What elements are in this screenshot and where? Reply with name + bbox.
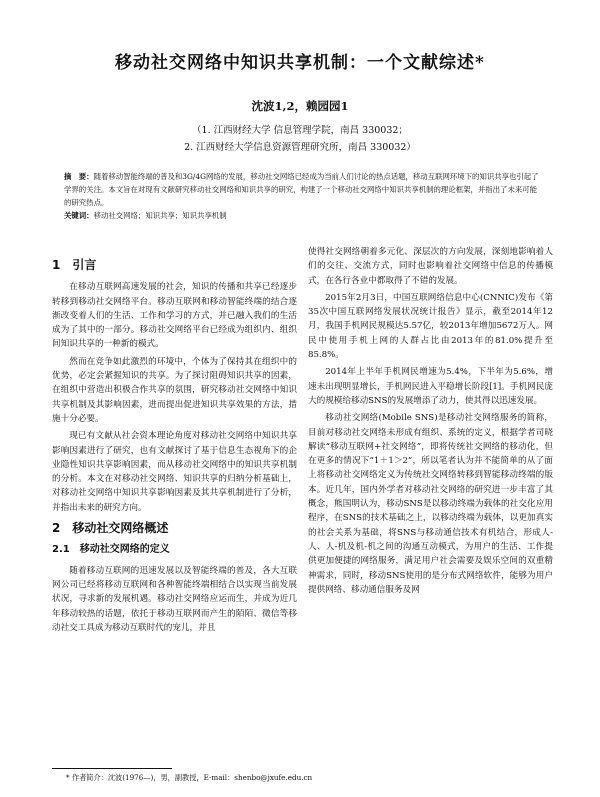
paragraph: 使得社交网络朝着多元化、深层次的方向发展，深刻地影响着人们的交往、交流方式，同时也影响着社交网络中信息的传播模式，在各行各业中都取得了不错的发展。 [308, 247, 553, 286]
right-column [308, 245, 553, 600]
left-column [52, 252, 297, 638]
paragraph: 在移动互联网高速发展的社会，知识的传播和共享已经逐步转移到移动社交网络平台。移动互联网和移动智能终端的结合逐渐改变着人们的生活、工作和学习的方式，并已融入我们的生活成为了其中的一部分。移动社交网络平台已经成为组织内、组织间知识共享的一种新的模式。 [52, 282, 297, 350]
keywords-label: 关键词： [64, 211, 94, 220]
section-heading-intro: 1 引言 [52, 258, 97, 272]
section-heading-overview: 2 移动社交网络概述 [52, 521, 169, 536]
paragraph: 2015年2月3日，中国互联网络信息中心(CNNIC)发布《第35次中国互联网络发展状况统计报告》显示，截至2014年12月，我国手机网民规模达5.57亿，较2013年增加5672万人。网民中使用手机上网的人群占比由2013年的81.0%提升至85.8%。 [308, 292, 553, 361]
abstract-text: 随着移动智能终端的普及和3G/4G网络的发展，移动社交网络已经成为当前人们讨论的热点话题，移动互联网环境下的知识共享也引起了学界的关注。本文旨在对现有文献研究移动社交网络和知识共享的研究，构建了一个移动社交网络中知识共享机制的理论框架，并指出了未来可能的研究热点。 [64, 172, 539, 207]
footnote: * 作者简介：沈波(1976—)，男，副教授，E-mail：shenbo@jxufe.edu.cn [66, 773, 313, 782]
paragraph: 随着移动互联网的迅速发展以及智能终端的普及，各大互联网公司已经将移动互联网和各种智能终端相结合以实现当前发展状况，寻求新的发展机遇。移动社交网络应运而生，并成为近几年移动较热的话题，依托于移动互联网而产生的陌陌、微信等移动社交工具成为移动互联时代的宠儿，并且 [52, 565, 297, 633]
subsection-heading-definition: 2.1 移动社交网络的定义 [52, 544, 170, 556]
paragraph: 现已有文献从社会资本理论角度对移动社交网络中知识共享影响因素进行了研究，也有文献探讨了基于信息生态视角下的企业隐性知识共享影响因素，而从移动社交网络中的知识共享机制的分析。本文在对移动社交网络、知识共享的归纳分析基础上，对移动社交网络中知识共享影响因素及其共享机制进行了分析，并指出未来的研究方向。 [52, 431, 297, 513]
paragraph: 移动社交网络(Mobile SNS)是移动社交网络服务的简称，目前对移动社交网络未形成有组织、系统的定义，根据学者司晓解读“移动互联网+社交网络”，即将传统社交网络的移动化，但在更多的情况下“1＋1＞2”，所以笔者认为并不能简单的从了面上将移动社交网络定义为传统社交网络转移到智能移动终端的版本。近几年，国内外学者对移动社交网络的研究进一步丰富了其概念，熊国明认为，移动SNS是以移动终端为载体的社交化应用程序，在SNS的技术基础之上，以移动终端为载体，以更加真实的社会关系为基础，将SNS与移动通信技术有机结合，形成人-人、人-机及机-机之间的沟通互动模式，为用户的生活、工作提供更加便捷的网络服务，满足用户社会需要及娱乐空间的双重精神需求，同时，移动SNS使用的是分布式网络软件，能够为用户提供网络、移动通信服务及网 [308, 413, 553, 595]
paragraph: 2014年上半年手机网民增速为5.4%，下半年为5.6%，增速未出现明显增长，手机网民进入平稳增长阶段[1]。手机网民庞大的规模给移动SNS的发展增添了动力，使其得以迅速发展。 [308, 367, 553, 406]
keywords-text: 移动社交网络；知识共享；知识共享机制 [93, 211, 227, 220]
keywords [64, 209, 540, 222]
abstract-block [64, 170, 540, 222]
footnote-rule [52, 768, 172, 769]
paragraph: 然而在竞争如此激烈的环境中，个体为了保持其在组织中的优势，必定会紧握知识的共享。为了探讨阻碍知识共享的因素，在组织中营造出积极合作共享的氛围，研究移动社交网络中知识共享机制及其影响因素，进而提出促进知识共享效果的方法，措施十分必要。 [52, 356, 297, 424]
abstract-label: 摘 要： [64, 172, 94, 181]
abstract [64, 170, 540, 209]
affiliation-1: （1. 江西财经大学 信息管理学院，南昌 330032； [192, 125, 408, 136]
paper-title: 移动社交网络中知识共享机制：一个文献综述* [115, 53, 485, 73]
affiliation-2: 2. 江西财经大学信息资源管理研究所，南昌 330032） [184, 142, 416, 153]
paper-authors: 沈波1,2，赖园园1 [251, 99, 349, 113]
